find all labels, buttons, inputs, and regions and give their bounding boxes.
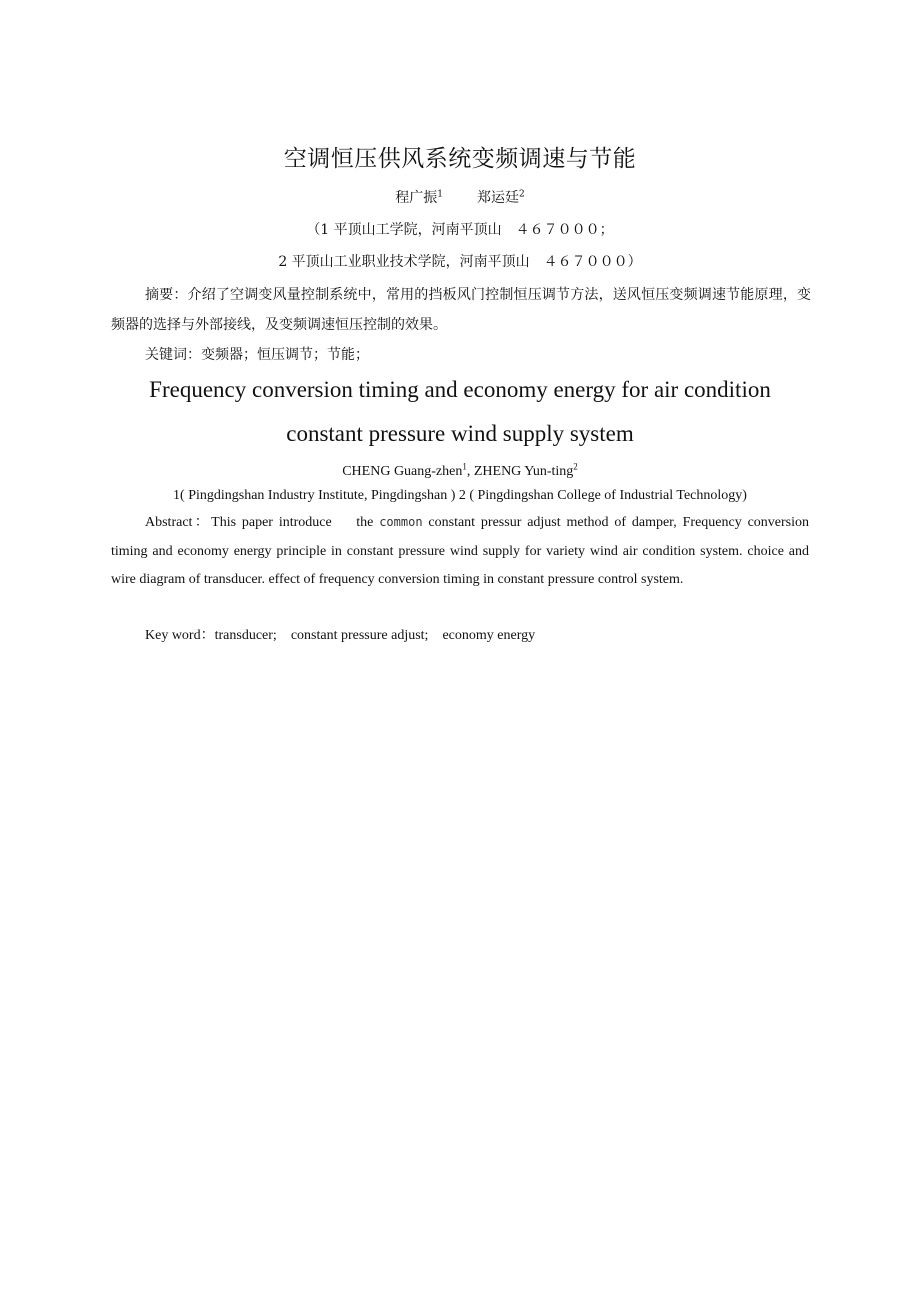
english-keywords-label: Key word： xyxy=(145,628,215,643)
english-abstract-label: Abstract： xyxy=(145,515,212,530)
english-keyword-2: constant pressure adjust; xyxy=(290,628,429,643)
chinese-keywords: 关键词：变频器；恒压调节；节能； xyxy=(145,347,369,363)
chinese-abstract: 摘要：介绍了空调变风量控制系统中，常用的挡板风门控制恒压调节方法，送风恒压变频调速节能原理，变频器的选择与外部接线，及变频调速恒压控制的效果。 xyxy=(111,287,811,333)
english-abstract xyxy=(111,508,809,595)
english-abstract-part-2: constant pressur adjust method of damper, Frequency conversion timing and economy energy principle in constant pressure wind supply for variety wind air condition system. choice and wire diagram of transducer. effect of frequency conversion timing in constant pressure control system. xyxy=(111,515,809,587)
chinese-affiliation-2: 2 平顶山工业职业技术学院，河南平顶山 ４６７０００） xyxy=(278,254,642,270)
en-author-2-name: ZHENG Yun-ting xyxy=(473,464,574,479)
en-author-1-sup: 1 xyxy=(462,461,467,472)
english-keyword-3: economy energy xyxy=(442,628,536,643)
author-2-name: 郑运廷 xyxy=(477,190,519,206)
english-affiliation: 1( Pingdingshan Industry Institute, Pingdingshan ) 2 ( Pingdingshan College of Industrial Technology) xyxy=(173,488,747,503)
author-1-name: 程广振 xyxy=(395,190,438,206)
english-title-line-1: Frequency conversion timing and economy energy for air condition xyxy=(149,377,771,402)
chinese-affiliation-1: （1 平顶山工学院，河南平顶山 ４６７０００； xyxy=(306,222,614,238)
english-authors xyxy=(0,461,920,480)
en-author-2-sup: 2 xyxy=(573,461,578,472)
english-abstract-part-1: This paper introduce the xyxy=(211,515,380,530)
english-title-line-2: constant pressure wind supply system xyxy=(286,421,634,446)
chinese-title: 空调恒压供风系统变频调速与节能 xyxy=(283,146,637,172)
en-author-separator: , xyxy=(466,464,474,479)
chinese-authors xyxy=(0,187,920,207)
english-abstract-mono-word: common xyxy=(379,515,423,529)
en-author-1-name: CHENG Guang-zhen xyxy=(342,464,463,479)
english-keyword-1: transducer; xyxy=(214,628,277,643)
author-2-sup: 2 xyxy=(519,189,525,200)
author-1-sup: 1 xyxy=(437,189,443,200)
english-keywords xyxy=(111,624,809,644)
